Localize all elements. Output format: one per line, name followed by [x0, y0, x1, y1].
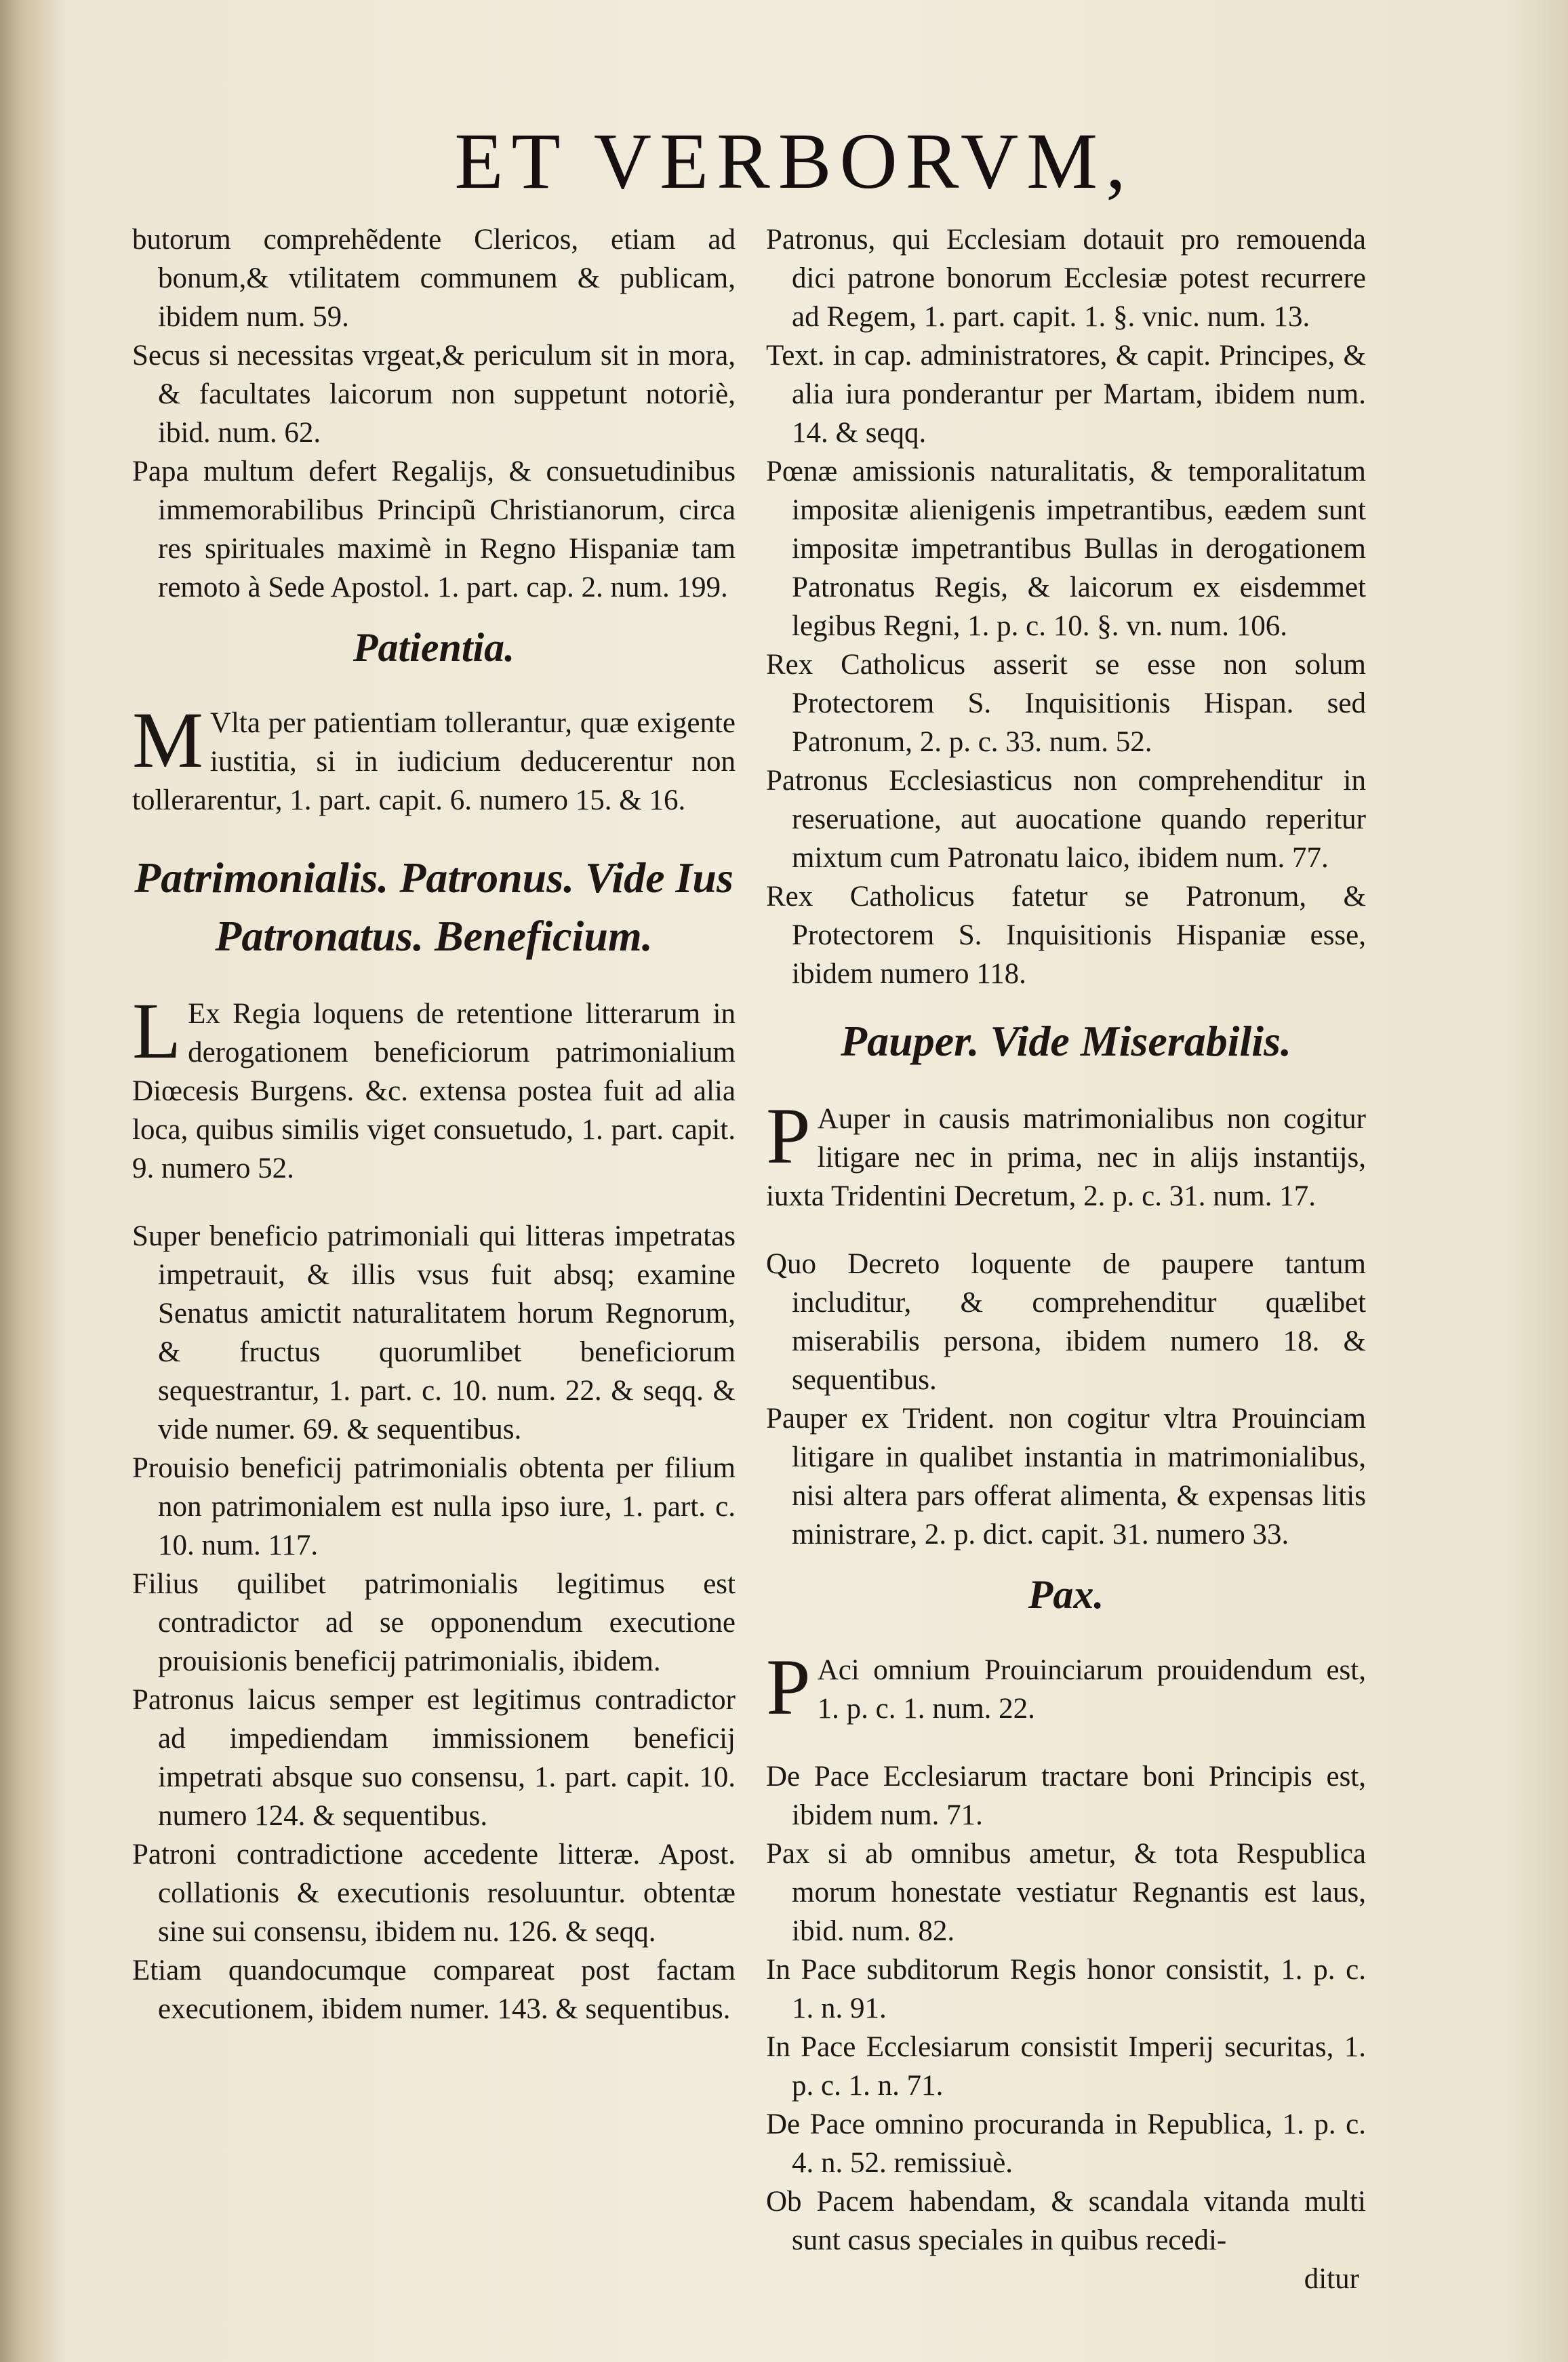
section-heading-patrimonialis: Patrimonialis. Patronus. Vide Ius Patronatus. Beneficium.: [134, 854, 733, 960]
index-entry: Etiam quandocumque compareat post factam executionem, ibidem numer. 143. & sequentibus.: [132, 1955, 736, 2025]
index-entry: Secus si necessitas vrgeat,& periculum sit in mora, & facultates laicorum non suppetunt notoriè, ibid. num. 62.: [132, 340, 736, 449]
index-entry: Pœnæ amissionis naturalitatis, & temporalitatum impositæ alienigenis impetrantibus, eædem sunt impositæ impetrantibus Bullas in derogationem Patronatus Regis, & laicorum ex eisdemmet legibus Regni, 1. p. c. 10. §. vn. num. 106.: [766, 456, 1366, 642]
index-entry: Prouisio beneficij patrimonialis obtenta per filium non patrimonialem est nulla ipso iure, 1. part. c. 10. num. 117.: [132, 1452, 736, 1561]
index-entry: In Pace subditorum Regis honor consistit, 1. p. c. 1. n. 91.: [766, 1954, 1366, 2024]
running-title: ET VERBORVM,: [454, 117, 1134, 205]
section-heading-pax: Pax.: [1028, 1572, 1104, 1617]
index-entry: Ob Pacem habendam, & scandala vitanda multi sunt casus speciales in quibus recedi-: [766, 2186, 1366, 2256]
index-entry: In Pace Ecclesiarum consistit Imperij securitas, 1. p. c. 1. n. 71.: [766, 2031, 1366, 2102]
index-entry: Rex Catholicus asserit se esse non solum Protectorem S. Inquisitionis Hispan. sed Patronum, 2. p. c. 33. num. 52.: [766, 649, 1366, 758]
index-entry: Pauper ex Trident. non cogitur vltra Prouinciam litigare in qualibet instantia in matrimonialibus, nisi altera pars offerat alimenta, & expensas litis ministrare, 2. p. dict. capit. 31. numero 33.: [766, 1403, 1366, 1550]
right-column: [766, 220, 1366, 2298]
index-entry: Rex Catholicus fatetur se Patronum, & Protectorem S. Inquisitionis Hispaniæ esse, ibidem numero 118.: [766, 881, 1366, 990]
index-entry: Patronus Ecclesiasticus non comprehenditur in reseruatione, aut auocatione quando reperitur mixtum cum Patronatu laico, ibidem num. 77.: [766, 765, 1366, 874]
book-page: [20, 0, 1568, 2362]
index-entry-first: [766, 1092, 1366, 1216]
index-entry: Papa multum defert Regalijs, & consuetudinibus immemorabilibus Principũ Christianorum, circa res spirituales maximè in Regno Hispaniæ tam remoto à Sede Apostol. 1. part. cap. 2. num. 199.: [132, 456, 736, 603]
index-entry-first: [766, 1643, 1366, 1732]
index-entry: Patroni contradictione accedente litteræ. Apost. collationis & executionis resoluuntur. obtentæ sine sui consensu, ibidem nu. 126. & seqq.: [132, 1839, 736, 1948]
index-entry: Text. in cap. administratores, & capit. Principes, & alia iura ponderantur per Martam, ibidem num. 14. & seqq.: [766, 340, 1366, 449]
entry-text: Auper in causis matrimonialibus non cogitur litigare nec in prima, nec in alijs instantijs, iuxta Tridentini Decretum, 2. p. c. 31. num. 17.: [766, 1103, 1366, 1212]
drop-cap: P: [766, 1643, 811, 1732]
entry-text: Ex Regia loquens de retentione litterarum in derogationem beneficiorum patrimonialium Diœcesis Burgens. &c. extensa postea fuit ad alia loca, quibus similis viget consuetudo, 1. part. capit. 9. numero 52.: [132, 998, 736, 1184]
index-entry: Filius quilibet patrimonialis legitimus est contradictor ad se opponendum executione prouisionis beneficij patrimonialis, ibidem.: [132, 1568, 736, 1677]
index-entry: Pax si ab omnibus ametur, & tota Respublica morum honestate vestiatur Regnantis est laus, ibid. num. 82.: [766, 1838, 1366, 1947]
index-entry: Patronus, qui Ecclesiam dotauit pro remouenda dici patrone bonorum Ecclesiæ potest recurrere ad Regem, 1. part. capit. 1. §. vnic. num. 13.: [766, 224, 1366, 333]
entry-text: Vlta per patientiam tollerantur, quæ exigente iustitia, si in iudicium deducerentur non tollerarentur, 1. part. capit. 6. numero 15. & 16.: [132, 707, 736, 816]
index-entry: De Pace omnino procuranda in Republica, 1. p. c. 4. n. 52. remissiuè.: [766, 2108, 1366, 2179]
drop-cap: P: [766, 1092, 811, 1180]
index-entry: Patronus laicus semper est legitimus contradictor ad impediendam immissionem beneficij impetrati absque suo consensu, 1. part. capit. 10. numero 124. & sequentibus.: [132, 1684, 736, 1832]
index-entry-first: [132, 696, 736, 820]
section-heading-pauper: Pauper. Vide Miserabilis.: [841, 1017, 1291, 1065]
left-column: [132, 220, 736, 2028]
section-heading-patientia: Patientia.: [353, 625, 515, 670]
drop-cap: M: [132, 696, 203, 784]
entry-text: Aci omnium Prouinciarum prouidendum est, 1. p. c. 1. num. 22.: [817, 1654, 1366, 1725]
catchword: ditur: [1304, 2263, 1359, 2295]
index-entry: Super beneficio patrimoniali qui litteras impetratas impetrauit, & illis vsus fuit absq; examine Senatus amictit naturalitatem horum Regnorum, & fructus quorumlibet beneficiorum sequestrantur, 1. part. c. 10. num. 22. & seqq. & vide numer. 69. & sequentibus.: [132, 1220, 736, 1445]
index-entry: butorum comprehẽdente Clericos, etiam ad bonum,& vtilitatem communem & publicam, ibidem num. 59.: [132, 224, 736, 333]
book-binding-edge: [0, 0, 20, 2362]
index-entry-first: [132, 986, 736, 1188]
index-entry: De Pace Ecclesiarum tractare boni Principis est, ibidem num. 71.: [766, 1761, 1366, 1831]
index-entry: Quo Decreto loquente de paupere tantum includitur, & comprehenditur quælibet miserabilis persona, ibidem numero 18. & sequentibus.: [766, 1248, 1366, 1396]
drop-cap: L: [132, 986, 182, 1075]
